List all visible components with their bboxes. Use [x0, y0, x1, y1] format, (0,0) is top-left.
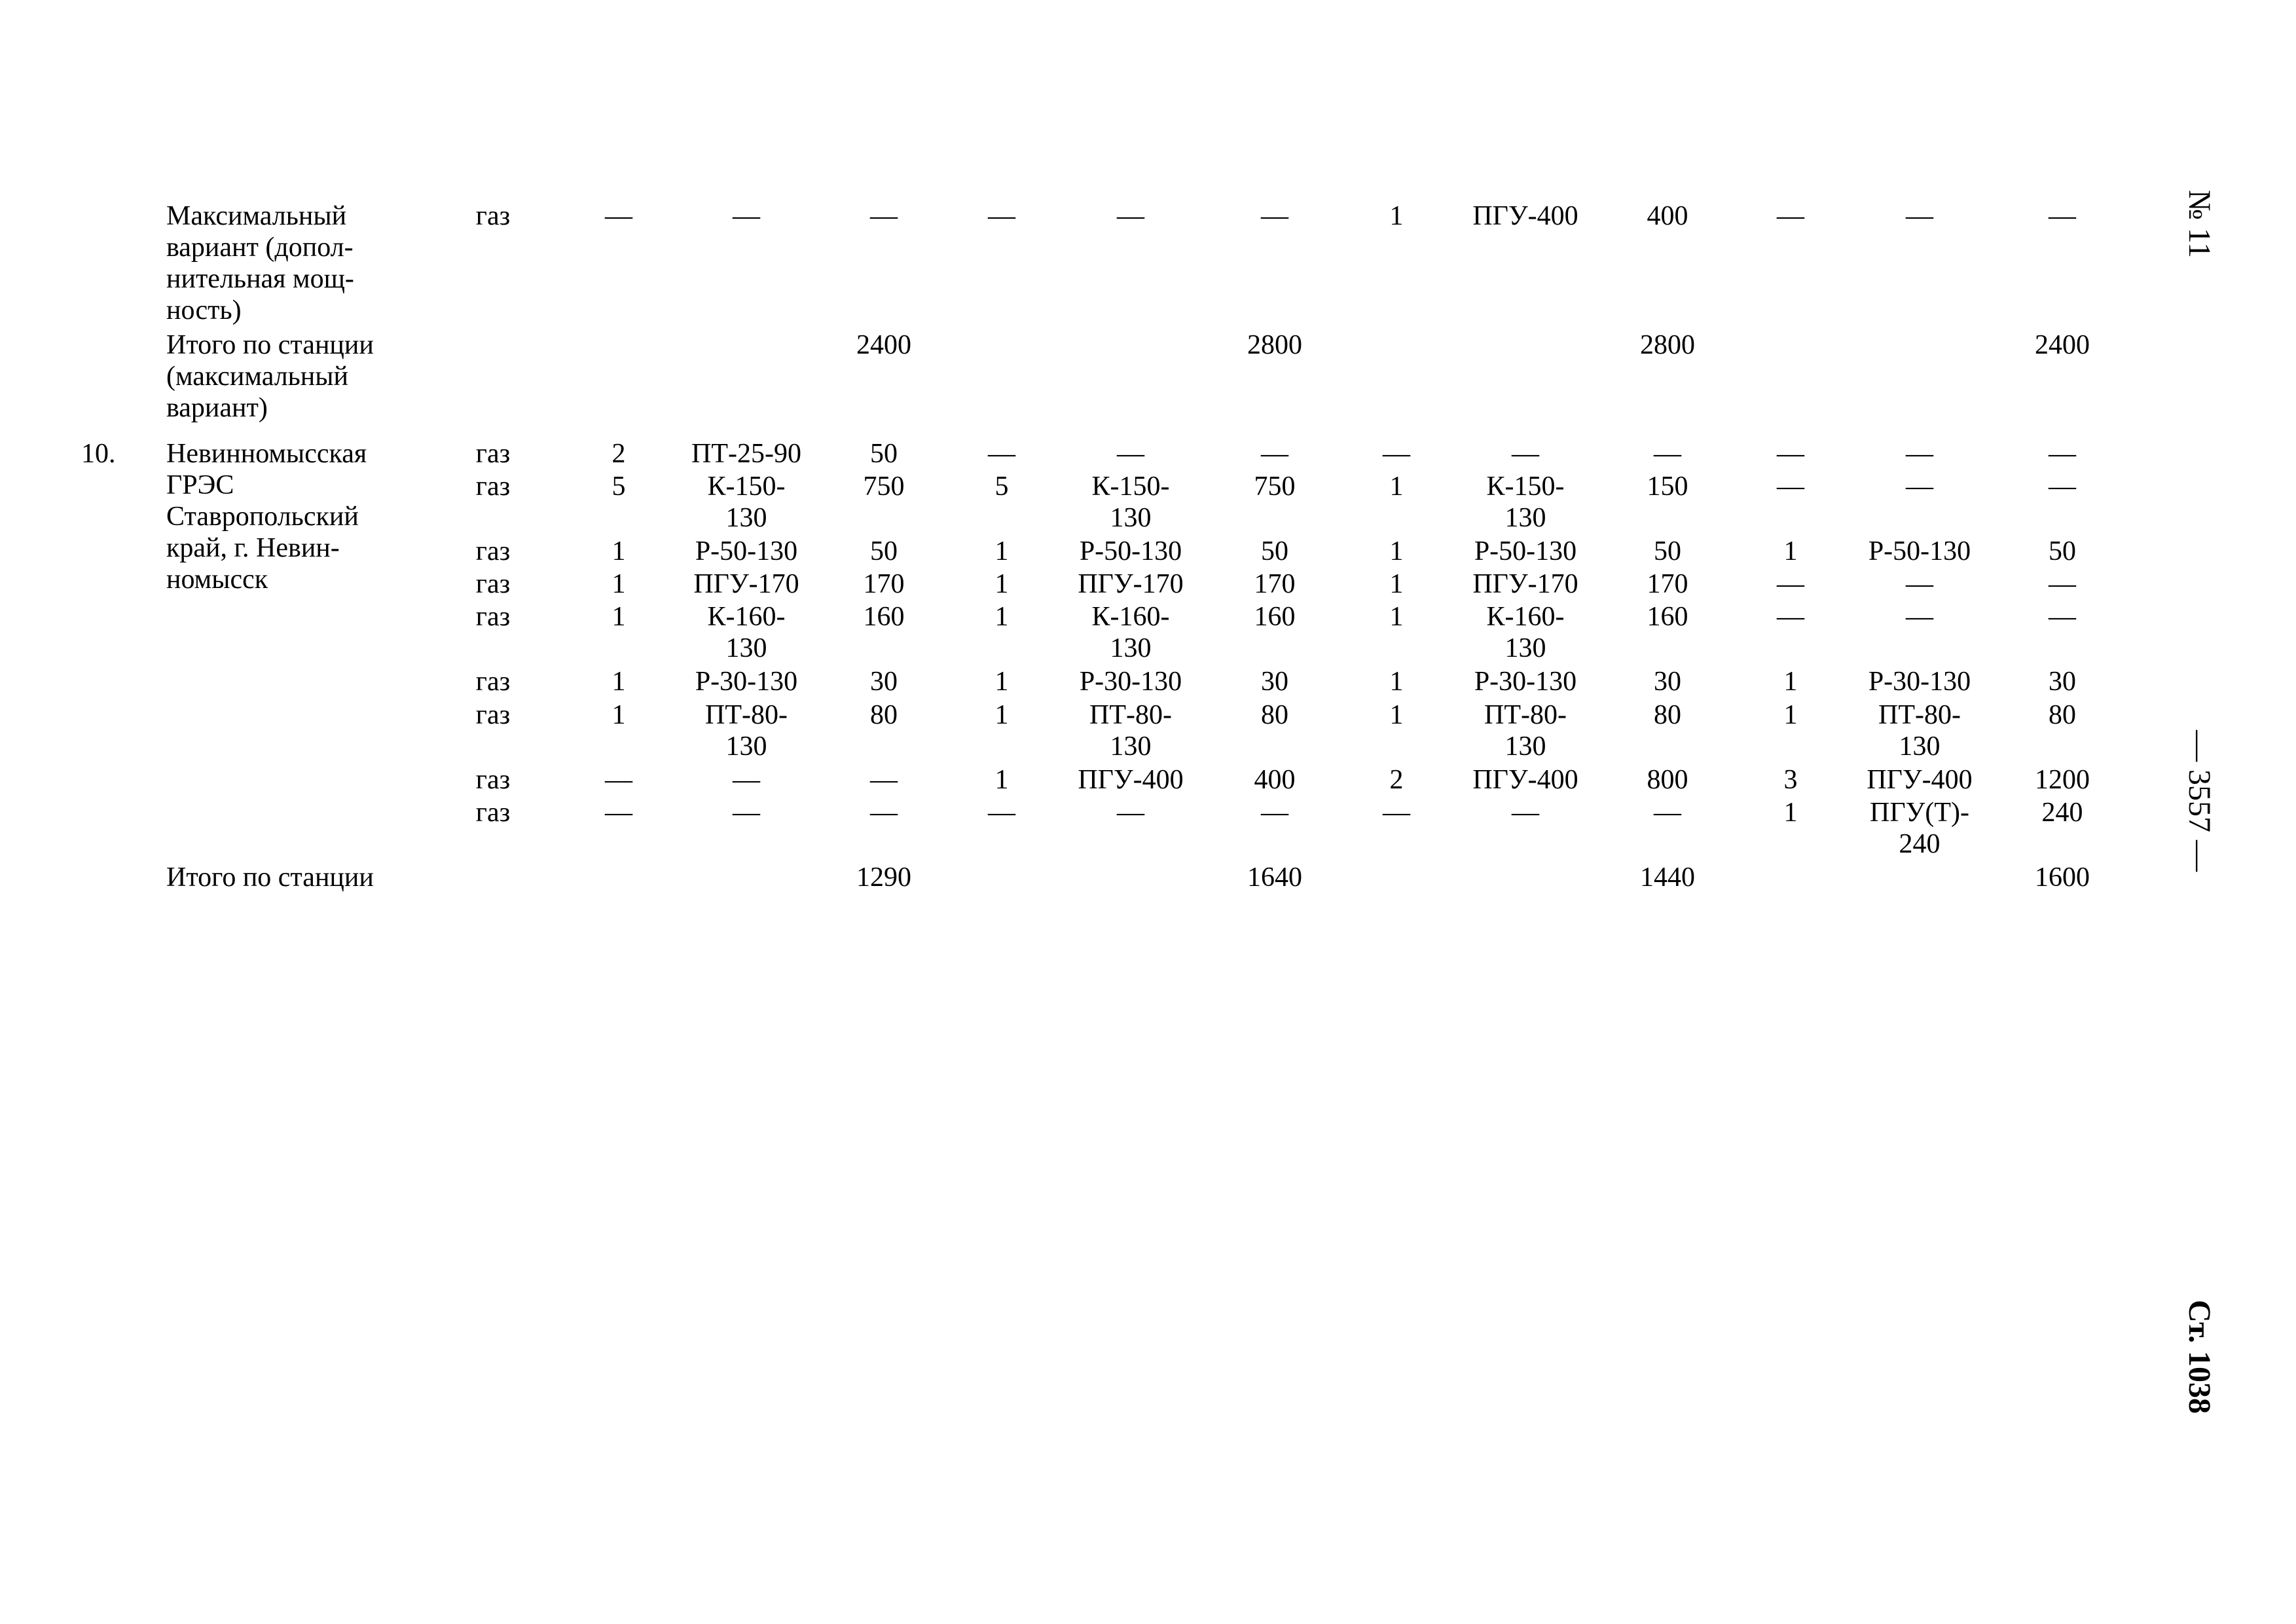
station-cell: Р-30-130 — [695, 667, 798, 697]
station-cell: 30 — [1261, 667, 1288, 697]
station-cell: — — [2049, 439, 2076, 469]
station-cell: 1 — [1783, 798, 1798, 828]
station-cell: ПТ-80- 130 — [1089, 700, 1172, 762]
station-cell: — — [1777, 602, 1804, 632]
station-fuel: газ — [475, 798, 511, 828]
station-cell: — — [1117, 798, 1144, 828]
station-number: 10. — [81, 439, 116, 469]
max-variant-cell: — — [1261, 201, 1288, 231]
station-cell: — — [1906, 602, 1933, 632]
article-number: Ст. 1038 — [2182, 1300, 2217, 1414]
station-cell: 160 — [1254, 602, 1296, 632]
station-cell: 1 — [611, 667, 626, 697]
station-fuel: газ — [475, 700, 511, 730]
station-cell: 1 — [611, 700, 626, 730]
station-cell: К-150- 130 — [1091, 471, 1170, 533]
station-cell: 170 — [1254, 569, 1296, 599]
station-cell: 1 — [994, 569, 1009, 599]
station-cell: — — [605, 765, 632, 795]
station-cell: — — [1383, 439, 1410, 469]
station-cell: 240 — [2041, 798, 2083, 828]
station-cell: ПТ-80- 130 — [1878, 700, 1961, 762]
station-cell: — — [870, 765, 898, 795]
station-cell: — — [1777, 471, 1804, 502]
station-cell: К-160- 130 — [1091, 602, 1170, 663]
station-cell: 1 — [1783, 667, 1798, 697]
issue-number: № 11 — [2182, 190, 2217, 259]
station-cell: 2 — [611, 439, 626, 469]
station-cell: — — [988, 439, 1015, 469]
station-cell: 160 — [1647, 602, 1688, 632]
station-cell: 1 — [1389, 536, 1404, 566]
station-cell: ПГУ-170 — [1472, 569, 1578, 599]
station-cell: К-160- 130 — [707, 602, 786, 663]
station-cell: ПГУ-400 — [1078, 765, 1184, 795]
station-cell: Р-50-130 — [1474, 536, 1577, 566]
station-cell: 1 — [611, 536, 626, 566]
station-cell: 5 — [994, 471, 1009, 502]
station-cell: 30 — [1654, 667, 1681, 697]
max-variant-cell: — — [870, 201, 898, 231]
station-cell: 170 — [863, 569, 905, 599]
station-name-label: Невинномысская ГРЭС Ставропольский край, г. Невин- номысск — [166, 439, 367, 595]
max-variant-cell: ПГУ-400 — [1472, 201, 1578, 231]
station-cell: 80 — [1261, 700, 1288, 730]
station-cell: — — [2049, 569, 2076, 599]
station-cell: — — [1777, 439, 1804, 469]
station-cell: — — [733, 798, 760, 828]
station-cell: — — [1383, 798, 1410, 828]
station-cell: 50 — [1654, 536, 1681, 566]
max-variant-cell: — — [605, 201, 632, 231]
max-variant-cell: — — [988, 201, 1015, 231]
station-cell: 1 — [1389, 602, 1404, 632]
station-cell: 1 — [1783, 700, 1798, 730]
station-cell: Р-30-130 — [1868, 667, 1971, 697]
station-fuel: газ — [475, 569, 511, 599]
station-cell: Р-30-130 — [1474, 667, 1577, 697]
station-cell: — — [2049, 602, 2076, 632]
station-cell: 1 — [1389, 667, 1404, 697]
station-cell: 80 — [1654, 700, 1681, 730]
station-cell: 1 — [1389, 569, 1404, 599]
station-cell: 800 — [1647, 765, 1688, 795]
station-cell: ПТ-25-90 — [691, 439, 801, 469]
station-cell: 1 — [611, 602, 626, 632]
total-max-variant-value: 2400 — [2035, 330, 2090, 360]
station-cell: 50 — [870, 439, 898, 469]
station-cell: — — [605, 798, 632, 828]
total-station-value: 1600 — [2035, 862, 2090, 893]
station-cell: — — [1906, 439, 1933, 469]
station-cell: — — [1261, 439, 1288, 469]
station-cell: 1200 — [2035, 765, 2090, 795]
station-cell: 1 — [994, 700, 1009, 730]
max-variant-cell: — — [1117, 201, 1144, 231]
station-cell: Р-30-130 — [1079, 667, 1182, 697]
station-fuel: газ — [475, 667, 511, 697]
station-cell: 400 — [1254, 765, 1296, 795]
max-variant-cell: 1 — [1389, 201, 1404, 231]
station-cell: Р-50-130 — [1868, 536, 1971, 566]
station-cell: 30 — [870, 667, 898, 697]
station-fuel: газ — [475, 471, 511, 502]
station-cell: 80 — [870, 700, 898, 730]
station-fuel: газ — [475, 536, 511, 566]
max-variant-cell: — — [1777, 201, 1804, 231]
station-cell: ПТ-80- 130 — [1484, 700, 1567, 762]
station-cell: — — [1512, 798, 1539, 828]
station-cell: — — [1654, 439, 1681, 469]
station-cell: — — [870, 798, 898, 828]
station-cell: 30 — [2049, 667, 2076, 697]
total-station-value: 1640 — [1247, 862, 1302, 893]
max-variant-cell: 400 — [1647, 201, 1688, 231]
station-cell: ПГУ(Т)- 240 — [1870, 798, 1969, 859]
station-cell: 1 — [994, 667, 1009, 697]
station-cell: Р-50-130 — [1079, 536, 1182, 566]
max-variant-cell: — — [733, 201, 760, 231]
station-cell: 1 — [994, 765, 1009, 795]
station-cell: ПГУ-170 — [1078, 569, 1184, 599]
station-cell: К-160- 130 — [1486, 602, 1565, 663]
total-max-variant-label: Итого по станции (максимальный вариант) — [166, 330, 374, 423]
station-cell: — — [1261, 798, 1288, 828]
station-cell: 50 — [1261, 536, 1288, 566]
total-max-variant-value: 2800 — [1640, 330, 1695, 360]
station-cell: 750 — [863, 471, 905, 502]
station-cell: ПТ-80- 130 — [705, 700, 788, 762]
station-cell: — — [1654, 798, 1681, 828]
station-cell: 160 — [863, 602, 905, 632]
station-cell: 1 — [1783, 536, 1798, 566]
total-max-variant-value: 2400 — [856, 330, 911, 360]
station-cell: — — [733, 765, 760, 795]
station-cell: ПГУ-400 — [1472, 765, 1578, 795]
station-fuel: газ — [475, 439, 511, 469]
station-cell: 50 — [2049, 536, 2076, 566]
total-station-label: Итого по станции — [166, 862, 374, 893]
station-cell: — — [1906, 569, 1933, 599]
station-cell: 750 — [1254, 471, 1296, 502]
station-cell: 1 — [1389, 700, 1404, 730]
station-cell: ПГУ-170 — [693, 569, 799, 599]
station-cell: 80 — [2049, 700, 2076, 730]
station-cell: — — [1777, 569, 1804, 599]
station-cell: — — [1117, 439, 1144, 469]
station-cell: 1 — [994, 602, 1009, 632]
station-cell: Р-50-130 — [695, 536, 798, 566]
page-number: — 3557 — — [2182, 730, 2217, 872]
station-cell: — — [1512, 439, 1539, 469]
station-cell: 1 — [994, 536, 1009, 566]
station-cell: — — [988, 798, 1015, 828]
max-variant-cell: — — [2049, 201, 2076, 231]
station-cell: 5 — [611, 471, 626, 502]
station-cell: К-150- 130 — [1486, 471, 1565, 533]
station-cell: 50 — [870, 536, 898, 566]
station-cell: 1 — [611, 569, 626, 599]
max-variant-label: Максимальный вариант (допол- нительная мощ- ность) — [166, 201, 354, 325]
max-variant-fuel: газ — [475, 201, 511, 231]
station-cell: 2 — [1389, 765, 1404, 795]
station-cell: К-150- 130 — [707, 471, 786, 533]
station-cell: 1 — [1389, 471, 1404, 502]
station-cell: 3 — [1783, 765, 1798, 795]
station-cell: 170 — [1647, 569, 1688, 599]
station-fuel: газ — [475, 765, 511, 795]
station-cell: ПГУ-400 — [1867, 765, 1973, 795]
station-cell: 150 — [1647, 471, 1688, 502]
station-cell: — — [2049, 471, 2076, 502]
max-variant-cell: — — [1906, 201, 1933, 231]
station-cell: — — [1906, 471, 1933, 502]
total-max-variant-value: 2800 — [1247, 330, 1302, 360]
station-fuel: газ — [475, 602, 511, 632]
total-station-value: 1290 — [856, 862, 911, 893]
total-station-value: 1440 — [1640, 862, 1695, 893]
